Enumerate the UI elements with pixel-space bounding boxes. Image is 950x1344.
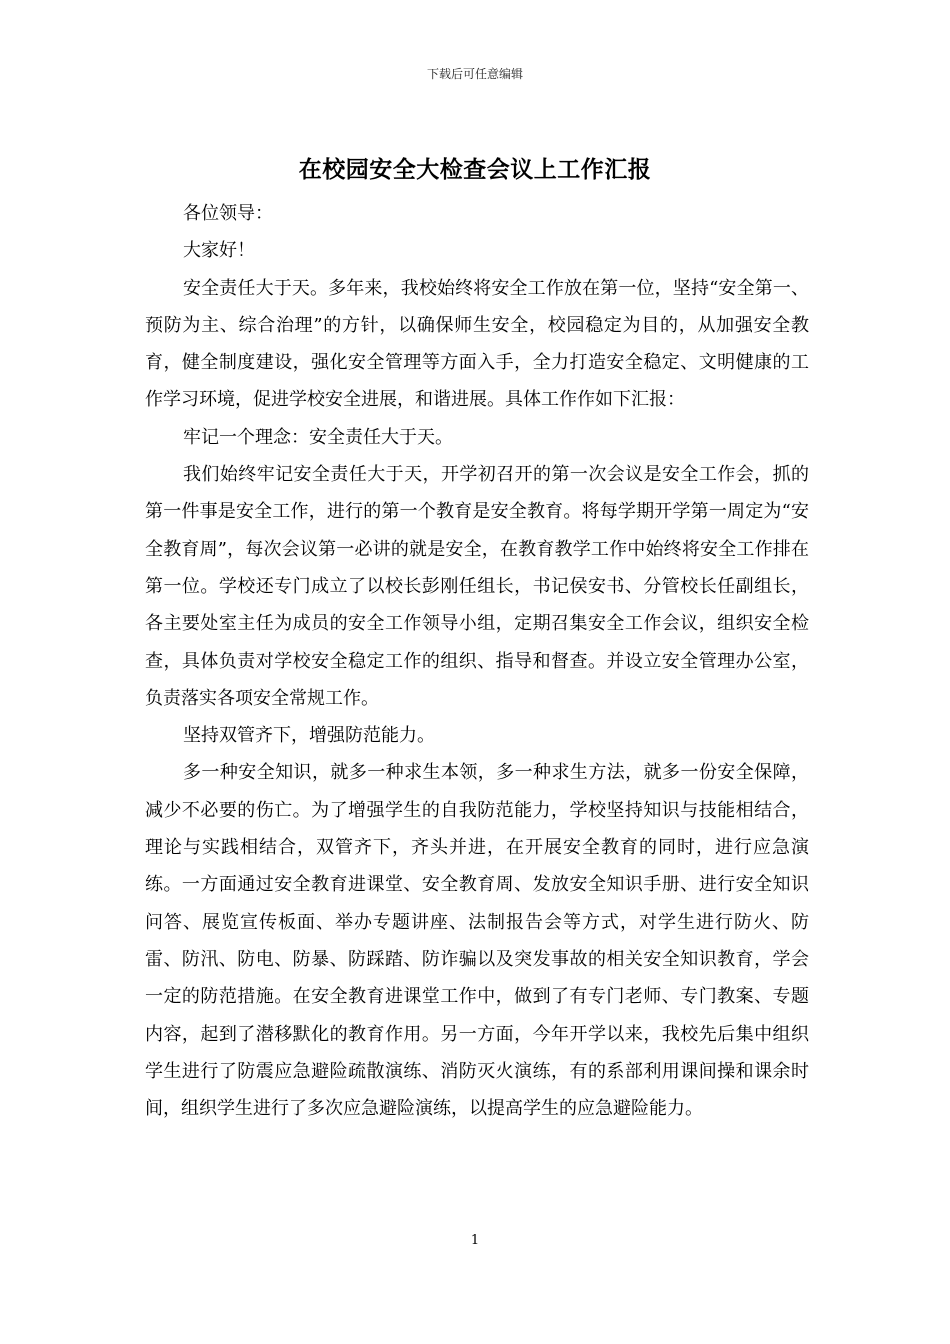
- section-heading-1: 牢记一个理念：安全责任大于天。: [183, 426, 453, 448]
- paragraph-intro: 安全责任大于天。多年来，我校始终将安全工作放在第一位，坚持“安全第一、预防为主、综合治理”的方针，以确保师生安全，校园稳定为目的，从加强安全教育，健全制度建设，强化安全管理等方面入手，全力打造安全稳定、文明健康的工作学习环境，促进学校安全进展，和谐进展。具体工作作如下汇报：: [145, 277, 809, 411]
- salutation: 各位领导：: [183, 203, 273, 224]
- document-body: [145, 195, 809, 1127]
- section-heading-2: 坚持双管齐下，增强防范能力。: [183, 725, 435, 747]
- greeting: 大家好！: [183, 240, 255, 262]
- header-note: 下载后可任意编辑: [426, 67, 523, 81]
- page-number: 1: [470, 1233, 480, 1248]
- paragraph-section-2: 多一种安全知识，就多一种求生本领，多一种求生方法，就多一份安全保障，减少不必要的伤亡。为了增强学生的自我防范能力，学校坚持知识与技能相结合，理论与实践相结合，双管齐下，齐头并进，在开展安全教育的同时，进行应急演练。一方面通过安全教育进课堂、安全教育周、发放安全知识手册、进行安全知识问答、展览宣传板面、举办专题讲座、法制报告会等方式，对学生进行防火、防雷、防汛、防电、防暴、防踩踏、防诈骗以及突发事故的相关安全知识教育，学会一定的防范措施。在安全教育进课堂工作中，做到了有专门老师、专门教案、专题内容，起到了潜移默化的教育作用。另一方面，今年开学以来，我校先后集中组织学生进行了防震应急避险疏散演练、消防灭火演练，有的系部利用课间操和课余时间，组织学生进行了多次应急避险演练，以提高学生的应急避险能力。: [145, 762, 809, 1120]
- paragraph-section-1: 我们始终牢记安全责任大于天，开学初召开的第一次会议是安全工作会，抓的第一件事是安全工作，进行的第一个教育是安全教育。将每学期开学第一周定为“安全教育周”，每次会议第一必讲的就是安全，在教育教学工作中始终将安全工作排在第一位。学校还专门成立了以校长彭刚任组长，书记侯安书、分管校长任副组长，各主要处室主任为成员的安全工作领导小组，定期召集安全工作会议，组织安全检查，具体负责对学校安全稳定工作的组织、指导和督查。并设立安全管理办公室，负责落实各项安全常规工作。: [145, 464, 809, 709]
- document-title: 在校园安全大检查会议上工作汇报: [298, 156, 652, 183]
